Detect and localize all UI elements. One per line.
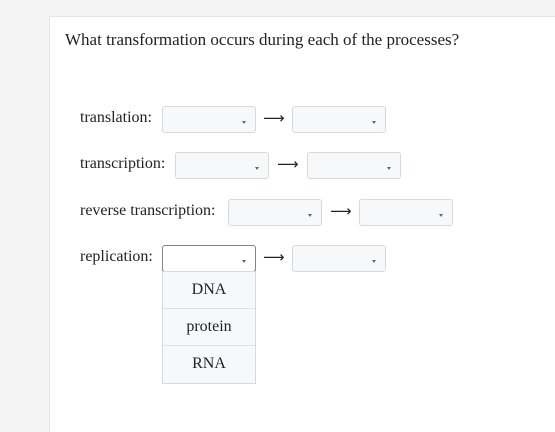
question-text: What transformation occurs during each of the processes? bbox=[65, 30, 460, 49]
caret-down-icon bbox=[255, 167, 259, 170]
reverse-transcription-to-select[interactable] bbox=[359, 199, 453, 226]
caret-down-icon bbox=[372, 260, 376, 263]
translation-from-select[interactable] bbox=[162, 106, 256, 133]
right-arrow-icon: ⟶ bbox=[263, 109, 285, 127]
dropdown-option-rna[interactable]: RNA bbox=[192, 355, 226, 372]
translation-to-select[interactable] bbox=[292, 106, 386, 133]
reverse-transcription-from-select[interactable] bbox=[228, 199, 322, 226]
replication-from-select[interactable] bbox=[162, 245, 256, 272]
caret-down-icon bbox=[387, 167, 391, 170]
dropdown-option-dna[interactable]: DNA bbox=[163, 272, 255, 309]
caret-down-icon bbox=[242, 260, 246, 263]
caret-down-icon bbox=[439, 214, 443, 217]
reverse-transcription-label: reverse transcription: bbox=[80, 202, 216, 219]
dropdown-option-protein[interactable]: protein bbox=[163, 309, 255, 346]
translation-label: translation: bbox=[80, 109, 152, 126]
caret-down-icon bbox=[308, 214, 312, 217]
replication-to-select[interactable] bbox=[292, 245, 386, 272]
transcription-from-select[interactable] bbox=[175, 152, 269, 179]
transcription-to-select[interactable] bbox=[307, 152, 401, 179]
caret-down-icon bbox=[372, 121, 376, 124]
right-arrow-icon: ⟶ bbox=[263, 248, 285, 266]
caret-down-icon bbox=[242, 121, 246, 124]
transcription-label: transcription: bbox=[80, 155, 166, 172]
right-arrow-icon: ⟶ bbox=[330, 202, 352, 220]
right-arrow-icon: ⟶ bbox=[277, 155, 299, 173]
replication-label: replication: bbox=[80, 248, 153, 265]
replication-dropdown-list bbox=[162, 271, 256, 384]
